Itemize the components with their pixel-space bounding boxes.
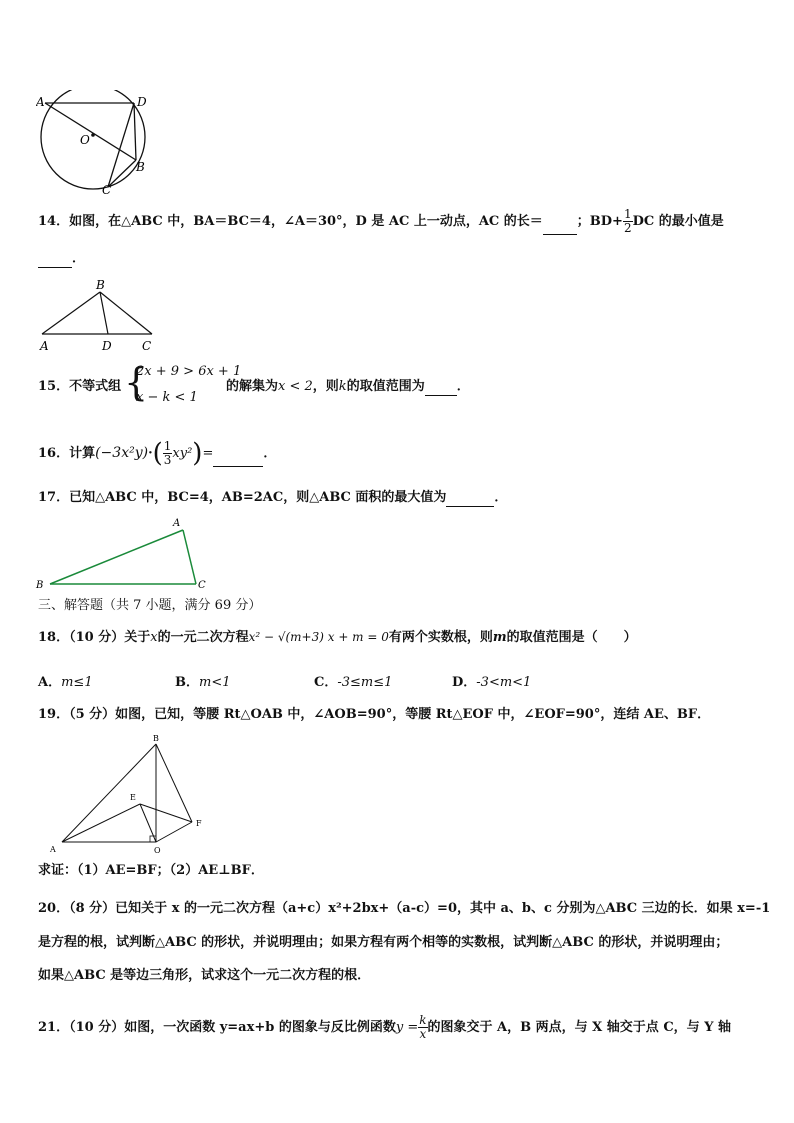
q21-y: y = [395,1020,419,1035]
label-o: O [80,133,90,147]
section-3-title: 三、解答题（共 7 小题，满分 69 分） [38,598,262,613]
q16-eq: = [202,446,214,461]
q15-cond: x < 2 [278,379,313,394]
q18-option-a[interactable] [38,671,93,690]
chord-ab [45,103,136,160]
question-20-line1: 20．（8 分）已知关于 x 的一元二次方程（a+c）x²+2bx+（a-c）=0，其中 a、b、c 分别为△ABC 三边的长．如果 x=-1 [38,901,771,916]
q18-x: x [150,630,158,645]
q21-suffix: 的图象交于 A，B 两点，与 X 轴交于点 C，与 Y 轴 [427,1020,732,1035]
q18-prefix: 18．（10 分）关于 [38,630,151,645]
label-b: B [136,160,145,174]
label-c: C [102,183,112,196]
figure-q14-triangle [36,276,160,354]
q16-paren-open: ( [152,438,163,469]
q14-mid: ；BD+ [576,214,623,229]
segment-bd [100,292,108,334]
q15-system-line1: 2x + 9 > 6x + 1 [136,364,242,379]
label-b: B [96,278,105,292]
question-14-line2 [38,250,85,268]
q18-equation: x² − √(m+3) x + m = 0 [248,630,389,644]
option-c-label: C． [314,675,338,690]
question-14 [38,208,724,235]
q21-prefix: 21．（10 分）如图，一次函数 y=ax+b 的图象与反比例函数 [38,1020,396,1035]
q16-expr1: (−3x²y) [95,445,149,461]
q18-mid: 的一元二次方程 [157,630,249,645]
q15-suffix: 的取值范围为 [346,379,425,394]
q15-blank [425,381,457,396]
figure-q19-triangles [44,732,220,856]
label-d: D [137,95,147,109]
segment-ae [62,804,140,842]
label-c: C [142,339,152,353]
q21-fraction [418,1014,427,1041]
label-a: A [36,95,45,109]
segment-ac [183,530,196,584]
q16-fraction [163,440,173,467]
q14-end: ． [72,251,86,266]
question-17 [38,489,507,507]
segment-ab [62,744,156,842]
question-16 [38,440,276,467]
figure-q17-triangle [34,514,214,592]
option-a-text: m≤1 [61,675,93,690]
label-e: E [130,793,136,802]
label-d: D [102,339,112,353]
q16-frac-den: 3 [163,453,172,467]
circle-o [41,90,145,189]
segment-of [156,822,192,842]
q18-option-d[interactable] [452,671,531,690]
q15-system-line2: x − k < 1 [136,390,198,405]
figure-q13-circle [36,90,154,196]
q16-expr2: xy² [172,446,193,461]
option-b-text: m<1 [199,675,231,690]
q14-frac-den: 2 [623,221,632,235]
q16-paren-close: ) [192,438,203,469]
q21-frac-num: k [419,1013,427,1027]
q18-m: m [492,630,507,645]
label-a: A [50,845,56,854]
label-a: A [40,339,49,353]
option-d-label: D． [452,675,477,690]
question-15 [38,378,121,396]
q14-prefix: 14．如图，在△ABC 中，BA＝BC＝4，∠A＝30°，D 是 AC 上一动点，AC 的长＝ [38,214,543,229]
question-21 [38,1014,731,1041]
label-a: A [173,518,181,529]
q17-text: 17．已知△ABC 中，BC=4，AB=2AC，则△ABC 面积的最大值为 [38,490,447,505]
q15-mid: 的解集为 [226,379,279,394]
q17-end: ． [494,490,508,505]
label-o: O [154,846,161,855]
q15-k: k [338,379,347,394]
chord-db [134,103,136,160]
segment-bc [100,292,152,334]
q16-end: ． [263,446,277,461]
option-a-label: A． [38,675,62,690]
q14-fraction [623,208,633,235]
q17-blank [446,492,494,507]
q14-blank-1 [543,220,577,235]
q14-frac-num: 1 [623,207,632,221]
q15-mid2: ，则 [312,379,339,394]
option-b-label: B． [175,675,199,690]
q15-system-brace: { [124,360,149,404]
segment-ba [50,530,183,584]
q16-prefix: 16．计算 [38,446,96,461]
q21-frac-den: x [419,1027,427,1041]
label-f: F [196,819,202,828]
question-15-rest [226,378,470,396]
label-b: B [153,734,159,743]
q19-proof: 求证：（1）AE=BF；（2）AE⊥BF． [38,863,264,878]
question-18 [38,628,637,647]
question-20-line3: 如果△ABC 是等边三角形，试求这个一元二次方程的根． [38,968,371,983]
segment-bf [156,744,192,822]
option-d-text: -3<m<1 [476,675,532,690]
q18-option-b[interactable] [175,671,231,690]
q15-end: ． [456,379,470,394]
q16-dot: · [148,446,153,461]
label-b: B [36,580,44,591]
q18-end: 的取值范围是（ ） [506,630,637,645]
q16-frac-num: 1 [163,439,172,453]
label-c: C [198,580,206,591]
q18-suffix: 有两个实数根，则 [388,630,493,645]
q15-prefix: 15．不等式组 [38,379,122,394]
segment-ef [140,804,192,822]
question-20-line2: 是方程的根，试判断△ABC 的形状，并说明理由；如果方程有两个相等的实数根，试判断△ABC 的形状，并说明理由； [38,935,729,950]
q18-option-c[interactable] [314,671,392,690]
q14-blank-2 [38,253,72,268]
question-19: 19．（5 分）如图，已知，等腰 Rt△OAB 中，∠AOB=90°，等腰 Rt△EOF 中，∠EOF=90°，连结 AE、BF． [38,707,711,722]
q16-blank [213,452,263,467]
option-c-text: -3≤m≤1 [337,675,393,690]
q14-suffix: DC 的最小值是 [632,214,724,229]
center-point [91,133,95,137]
segment-ab [42,292,100,334]
